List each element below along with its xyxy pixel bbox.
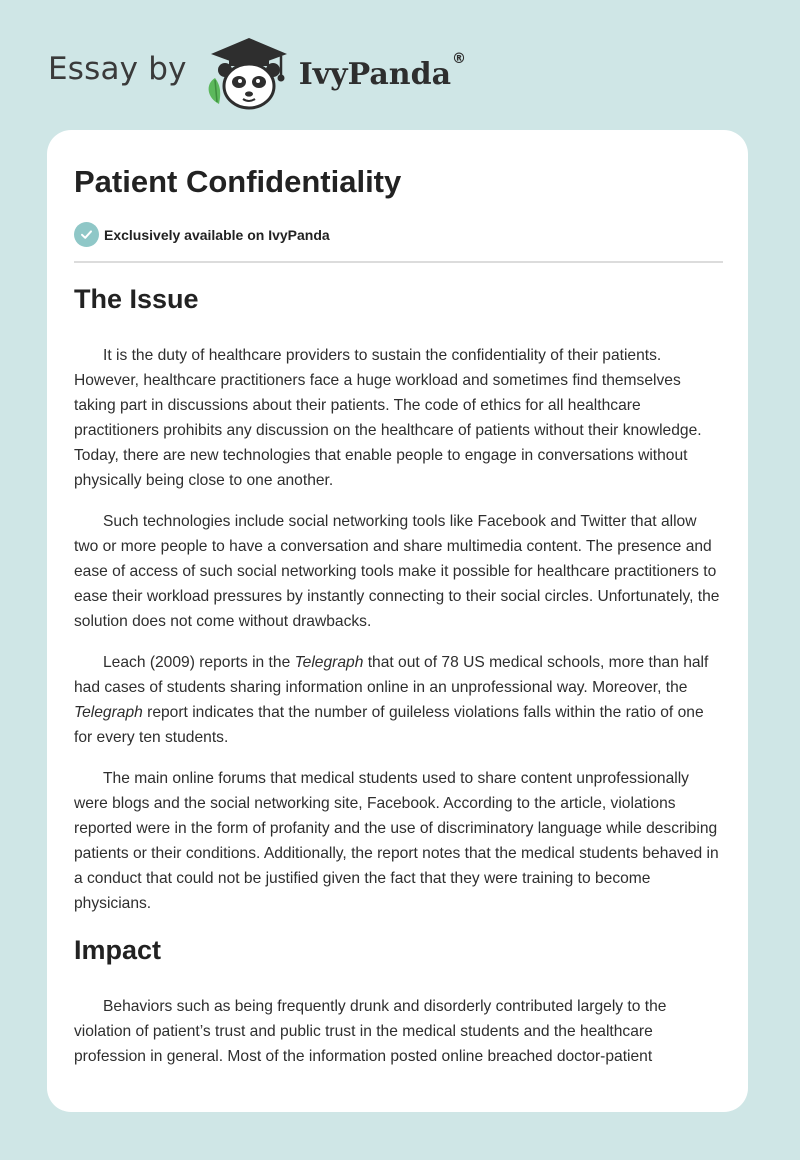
section-heading-impact: Impact xyxy=(74,935,162,965)
title-divider xyxy=(74,261,723,263)
site-header xyxy=(48,32,466,112)
exclusive-badge xyxy=(74,222,330,247)
panda-graduation-cap-logo-icon[interactable] xyxy=(201,32,297,112)
section-heading-the-issue: The Issue xyxy=(74,284,199,314)
essay-card xyxy=(47,130,748,1112)
publication-name: Telegraph xyxy=(294,654,364,671)
paragraph-1: It is the duty of healthcare providers to sustain the confidentiality of their patients. However, healthcare practitioners face a huge workload and sometimes find themselves taking part in discussions about their patients. The code of ethics for all healthcare practitioners prohibits any discussion on the healthcare of patients without their knowledge. Today, there are new technologies that enable people to engage in conversations without physically being close to one another. xyxy=(74,347,702,489)
check-circle-icon xyxy=(74,222,99,247)
publication-name: Telegraph xyxy=(74,704,143,721)
registered-mark: ® xyxy=(452,50,467,67)
essay-by-label: Essay by xyxy=(48,51,187,87)
paragraph-2: Such technologies include social networking tools like Facebook and Twitter that allow two or more people to have a conversation and share multimedia content. The presence and ease of access of such social networking tools make it possible for healthcare practitioners to ease their workload pressures by instantly connecting to their social circles. Unfortunately, the solution does not come without drawbacks. xyxy=(74,513,720,630)
paragraph-3: Leach (2009) reports in the Telegraph that out of 78 US medical schools, more than half had cases of students sharing information online in an unprofessional way. Moreover, the Telegraph report indicates that the number of guileless violations falls within the ratio of one for every ten students. xyxy=(74,654,709,746)
paragraph-5: Behaviors such as being frequently drunk and disorderly contributed largely to the violation of patient’s trust and public trust in the medical students and the healthcare profession in general. Most of the information posted online breached doctor-patient xyxy=(74,998,667,1065)
page-title: Patient Confidentiality xyxy=(74,164,402,199)
ivypanda-wordmark[interactable]: IvyPanda® xyxy=(298,50,467,92)
badge-label: Exclusively available on IvyPanda xyxy=(104,226,330,243)
paragraph-4: The main online forums that medical students used to share content unprofessionally were blogs and the social networking site, Facebook. According to the article, violations reported were in the form of profanity and the use of discriminatory language while describing patients or their conditions. Additionally, the report notes that the medical students behaved in a conduct that could not be justified given the fact that they were training to become physicians. xyxy=(74,770,719,912)
